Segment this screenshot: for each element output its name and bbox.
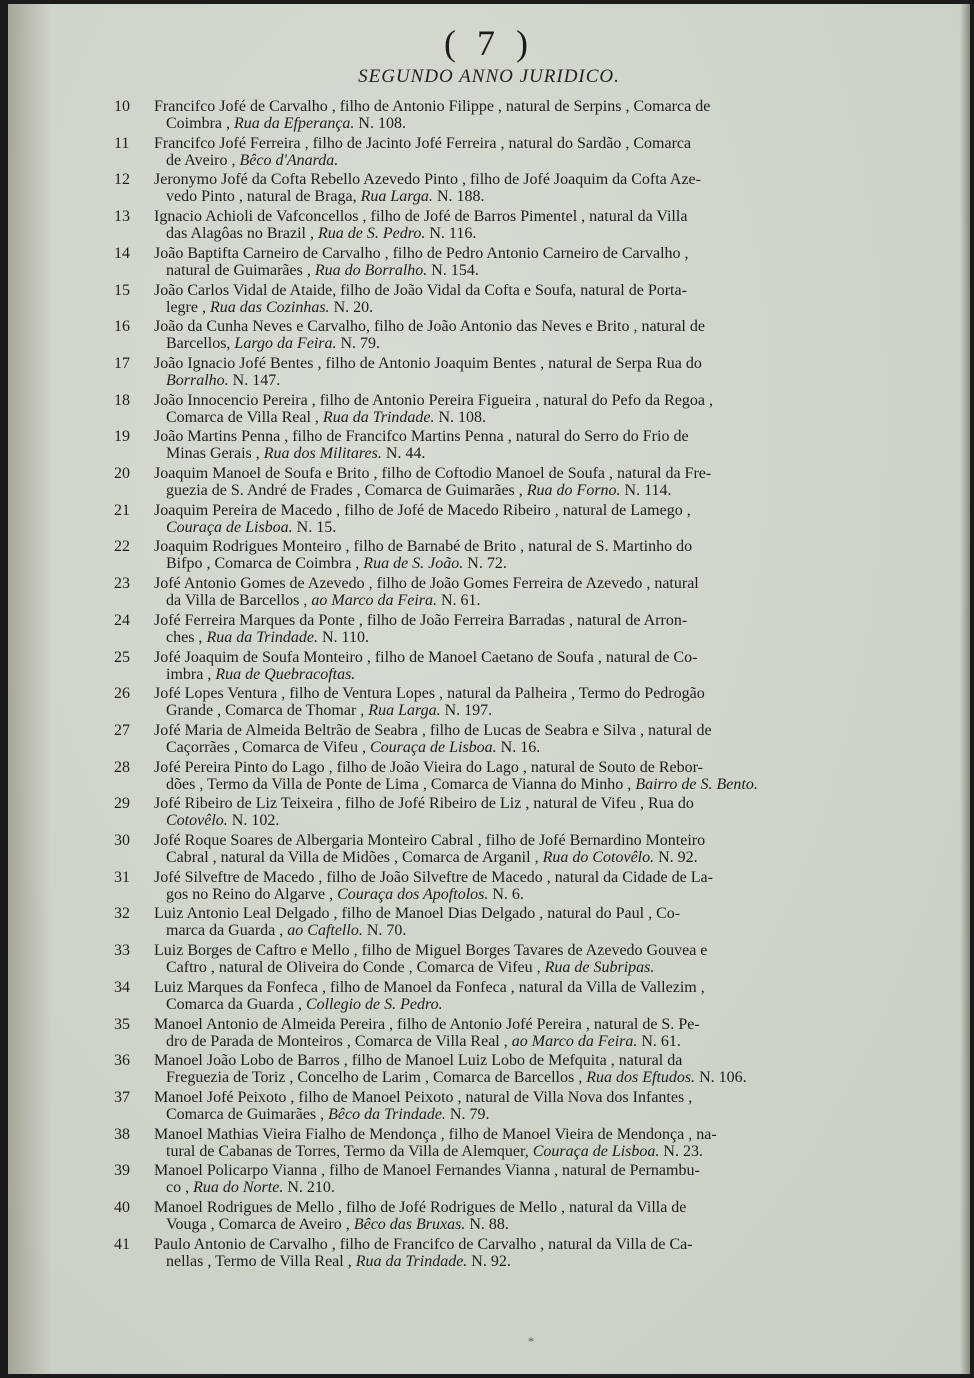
entry-number: 41 — [114, 1235, 130, 1253]
entry-text — [154, 1052, 768, 1086]
entry-number: 29 — [114, 795, 130, 813]
entry-house-number: N. 197. — [440, 702, 493, 720]
entry-house-number: N. 72. — [463, 555, 507, 573]
entry-house-number: N. 61. — [436, 592, 481, 610]
entry-street: Rua das Cozinhas. — [209, 298, 330, 316]
entry-line-2: imbra , Rua de Quebracoftas. — [166, 665, 356, 683]
entry-street: Rua do Forno. — [526, 482, 621, 499]
entry-line-2: tural de Cabanas de Torres, Termo da Villa de Alemquer, Couraça de Lisboa. N. 23. — [166, 1142, 703, 1160]
entry-line-1: Jofé Lopes Ventura , filho de Ventura Lopes , natural da Palheira , Termo do Pedrogão — [154, 685, 705, 703]
entry-text — [154, 171, 768, 205]
entry-house-number: N. 106. — [695, 1069, 747, 1087]
entry-text — [154, 135, 768, 169]
entry-number: 28 — [114, 758, 130, 776]
entry-line-1: João da Cunha Neves e Carvalho, filho de João Antonio das Neves e Brito , natural de — [154, 318, 705, 336]
entry-text — [154, 428, 768, 462]
entry-house-number: N. 15. — [292, 518, 337, 536]
entry-text — [154, 1089, 768, 1123]
entry-text — [154, 1162, 768, 1196]
entry-text — [154, 318, 768, 352]
entry-number: 40 — [114, 1199, 130, 1216]
entry-line-2: Vouga , Comarca de Aveiro , Bêco das Bruxas. N. 88. — [166, 1216, 509, 1233]
entry-text — [154, 1016, 768, 1050]
entry-line-1: Francifco Jofé Ferreira , filho de Jacinto Jofé Ferreira , natural do Sardão , Comarca — [154, 134, 692, 152]
entry-street: ao Marco da Feira. — [511, 1032, 638, 1050]
entry-number: 34 — [114, 978, 130, 996]
entry-text — [154, 612, 768, 646]
entry-house-number: N. 188. — [432, 188, 485, 206]
entry-line-2: natural de Guimarães , Rua do Borralho. N. 154. — [166, 261, 479, 279]
entry-line-2 — [154, 519, 768, 536]
entry-text — [154, 905, 768, 939]
entry-line-1: Jofé Roque Soares de Albergaria Monteiro Cabral , filho de Jofé Bernardino Monteiro — [154, 832, 706, 849]
entry-number: 10 — [114, 98, 130, 115]
entry-street: Bairro de S. Bento. — [635, 775, 758, 793]
entry-number: 23 — [114, 575, 130, 593]
entry-street: ao Marco da Feira. — [311, 592, 437, 610]
entry-number: 13 — [114, 208, 130, 226]
entry-line-2: ches , Rua da Trindade. N. 110. — [166, 628, 369, 646]
entry-number: 27 — [114, 721, 130, 739]
entry-street: Couraça de Lisboa. — [166, 518, 293, 536]
entry-street: Bêco das Bruxas. — [353, 1216, 466, 1233]
entry-line-1: Jofé Joaquim de Soufa Monteiro , filho de Manoel Caetano de Soufa , natural de Co- — [154, 648, 698, 666]
entry-number: 14 — [114, 244, 130, 262]
entry-house-number: N. 16. — [496, 738, 541, 756]
entry-text — [154, 98, 768, 132]
entry-number: 26 — [114, 685, 130, 703]
entry-street: Rua da Trindade. — [355, 1252, 468, 1270]
entry-line-2: Comarca de Guimarães , Bêco da Trindade. N. 79. — [166, 1105, 490, 1123]
entry-house-number: N. 79. — [445, 1105, 490, 1123]
entry-street: Couraça de Lisboa. — [370, 738, 497, 756]
entry-number: 24 — [114, 611, 130, 629]
entry-line-2: Caftro , natural de Oliveira do Conde , Comarca de Vifeu , Rua de Subripas. — [166, 959, 655, 977]
page-gutter-shadow — [8, 4, 52, 1374]
entry-number: 36 — [114, 1052, 130, 1070]
entry-number: 16 — [114, 318, 130, 336]
entry-text — [154, 575, 768, 609]
entry-house-number: N. 23. — [659, 1142, 703, 1160]
entry-street: Rua de Quebracoftas. — [215, 665, 356, 683]
entry-number: 33 — [114, 942, 130, 960]
entry-house-number: N. 154. — [427, 261, 479, 279]
entry-line-1: Joaquim Pereira de Macedo , filho de Jofé de Macedo Ribeiro , natural de Lamego , — [154, 501, 691, 519]
entry-house-number: N. 61. — [637, 1032, 681, 1050]
entry-line-1: Manoel João Lobo de Barros , filho de Manoel Luiz Lobo de Mefquita , natural da — [154, 1052, 683, 1070]
entry-text — [154, 1199, 768, 1233]
entry-number: 12 — [114, 171, 130, 189]
entry-street: Rua Larga. — [360, 188, 433, 206]
entry-text — [154, 869, 768, 903]
entry-line-1: João Baptifta Carneiro de Carvalho , filho de Pedro Antonio Carneiro de Carvalho , — [154, 244, 689, 262]
entry-house-number: N. 92. — [654, 849, 698, 866]
entry-line-2: de Aveiro , Bêco d'Anarda. — [166, 151, 339, 169]
entry-line-2: dões , Termo da Villa de Ponte de Lima , Comarca de Vianna do Minho , Bairro de S. Bento. — [166, 775, 758, 793]
entry-number: 15 — [114, 281, 130, 299]
entry-number: 38 — [114, 1125, 130, 1143]
entry-house-number: N. 88. — [465, 1216, 509, 1233]
entry-house-number: N. 116. — [425, 225, 477, 243]
entry-house-number: N. 147. — [228, 371, 281, 389]
entry-house-number: N. 92. — [467, 1252, 511, 1270]
entry-text — [154, 208, 768, 242]
entry-house-number: N. 108. — [354, 115, 406, 132]
entry-line-2: dro de Parada de Monteiros , Comarca de Villa Real , ao Marco da Feira. N. 61. — [166, 1032, 681, 1050]
entry-line-1: Jofé Maria de Almeida Beltrão de Seabra , filho de Lucas de Seabra e Silva , natural de — [154, 721, 712, 739]
entry-street: Rua de S. João. — [363, 555, 464, 573]
entry-line-2: Caçorrães , Comarca de Vifeu , Couraça de Lisboa. N. 16. — [166, 738, 541, 756]
entry-number: 18 — [114, 391, 130, 409]
entry-line-2: Bifpo , Comarca de Coimbra , Rua de S. João. N. 72. — [166, 555, 507, 573]
entry-line-1: João Innocencio Pereira , filho de Antonio Pereira Figueira , natural do Pefo da Regoa , — [154, 391, 713, 409]
entry-line-2: co , Rua do Norte. N. 210. — [166, 1179, 335, 1197]
entry-line-1: Jofé Ribeiro de Liz Teixeira , filho de Jofé Ribeiro de Liz , natural de Vifeu , Rua do — [154, 795, 694, 813]
entry-line-2: Barcellos, Largo da Feira. N. 79. — [166, 335, 381, 353]
entry-text — [154, 538, 768, 572]
entry-line-2: nellas , Termo de Villa Real , Rua da Trindade. N. 92. — [166, 1252, 511, 1270]
entry-number: 17 — [114, 354, 130, 372]
entry-number: 11 — [114, 134, 130, 152]
entry-line-1: Manoel Policarpo Vianna , filho de Manoel Fernandes Vianna , natural de Pernambu- — [154, 1162, 700, 1180]
entry-line-2: Freguezia de Toriz , Concelho de Larim , Comarca de Barcellos , Rua dos Eftudos. N. 106. — [166, 1069, 747, 1087]
book-page — [8, 4, 970, 1374]
entry-text — [154, 795, 768, 829]
entry-line-1: Jofé Ferreira Marques da Ponte , filho de João Ferreira Barradas , natural de Arron- — [154, 611, 688, 629]
entry-line-2: Coimbra , Rua da Efperança. N. 108. — [166, 115, 406, 132]
entry-line-2: marca da Guarda , ao Caftello. N. 70. — [166, 922, 407, 940]
entry-number: 35 — [114, 1015, 130, 1033]
entry-text — [154, 502, 768, 536]
entry-street: Rua de Subripas. — [544, 959, 655, 977]
page-number: ( 7 ) — [444, 23, 534, 63]
entry-line-1: Jeronymo Jofé da Cofta Rebello Azevedo Pinto , filho de Jofé Joaquim da Cofta Aze- — [154, 171, 701, 189]
entry-street: Bêco d'Anarda. — [239, 151, 339, 169]
entry-line-2: Cabral , natural da Villa de Midões , Comarca de Arganil , Rua do Cotovêlo. N. 92. — [166, 849, 698, 866]
entry-number: 31 — [114, 868, 130, 886]
entry-number: 22 — [114, 538, 130, 556]
entry-number: 32 — [114, 905, 130, 923]
entry-house-number: N. 102. — [227, 812, 280, 830]
entry-street: Rua do Cotovêlo. — [542, 849, 655, 866]
entry-house-number: N. 114. — [620, 482, 672, 499]
entry-house-number: N. 108. — [434, 408, 487, 426]
entry-line-1: Luiz Antonio Leal Delgado , filho de Manoel Dias Delgado , natural do Paul , Co- — [154, 905, 681, 923]
page-edge-shadow — [960, 4, 970, 1374]
entry-line-2: Comarca da Guarda , Collegio de S. Pedro. — [166, 995, 443, 1013]
entry-street: Rua do Borralho. — [314, 261, 428, 279]
entry-text — [154, 355, 768, 389]
entry-line-1: João Carlos Vidal de Ataide, filho de João Vidal da Cofta e Soufa, natural de Porta- — [154, 281, 687, 299]
entry-line-1: Paulo Antonio de Carvalho , filho de Francifco de Carvalho , natural da Villa de Ca- — [154, 1235, 693, 1253]
entry-line-1: Jofé Antonio Gomes de Azevedo , filho de João Gomes Ferreira de Azevedo , natural — [154, 575, 699, 593]
entry-line-2: guezia de S. André de Frades , Comarca de Guimarães , Rua do Forno. N. 114. — [166, 482, 672, 499]
entry-street: Collegio de S. Pedro. — [305, 995, 443, 1013]
entry-line-1: Manoel Mathias Vieira Fialho de Mendonça , filho de Manoel Vieira de Mendonça , na- — [154, 1125, 717, 1143]
section-title: SEGUNDO ANNO JURIDICO. — [358, 66, 620, 87]
entry-line-1: Manoel Antonio de Almeida Pereira , filho de Antonio Jofé Pereira , natural de S. Pe- — [154, 1015, 700, 1033]
entry-line-2: Grande , Comarca de Thomar , Rua Larga. N. 197. — [166, 702, 493, 720]
entry-line-2: vedo Pinto , natural de Braga, Rua Larga. N. 188. — [166, 188, 485, 206]
entry-house-number: N. 79. — [336, 335, 381, 353]
entry-line-1: Manoel Jofé Peixoto , filho de Manoel Peixoto , natural de Villa Nova dos Infantes , — [154, 1088, 693, 1106]
entry-line-1: Ignacio Achioli de Vafconcellos , filho de Jofé de Barros Pimentel , natural da Villa — [154, 208, 688, 226]
entry-text — [154, 979, 768, 1013]
entry-line-2: Minas Gerais , Rua dos Militares. N. 44. — [166, 445, 426, 463]
entry-number: 25 — [114, 648, 130, 666]
entry-street: Borralho. — [166, 371, 229, 389]
entry-house-number: N. 44. — [381, 445, 426, 463]
entry-line-2: Comarca de Villa Real , Rua da Trindade. N. 108. — [166, 408, 487, 426]
entry-house-number: N. 70. — [362, 922, 407, 940]
entry-line-2: da Villa de Barcellos , ao Marco da Feira. N. 61. — [166, 592, 481, 610]
entry-number: 21 — [114, 501, 130, 519]
entry-house-number: N. 20. — [329, 298, 374, 316]
entry-street: Rua dos Militares. — [263, 445, 382, 463]
entry-street: ao Caftello. — [287, 922, 363, 940]
entry-street: Rua do Norte. — [193, 1179, 284, 1197]
entry-house-number: N. 210. — [283, 1179, 335, 1197]
entry-line-2 — [154, 812, 768, 829]
entry-street: Rua Larga. — [368, 702, 441, 720]
entry-line-1: Jofé Silveftre de Macedo , filho de João Silveftre de Macedo , natural da Cidade de La- — [154, 868, 713, 886]
entry-street: Rua da Trindade. — [206, 628, 318, 646]
entry-street: Couraça de Lisboa. — [532, 1142, 660, 1160]
entry-line-1: Jofé Pereira Pinto do Lago , filho de João Vieira do Lago , natural de Souto de Rebor- — [154, 758, 703, 776]
entry-text — [154, 282, 768, 316]
entry-text — [154, 245, 768, 279]
entry-street: Cotovêlo. — [166, 812, 228, 830]
entry-text — [154, 685, 768, 719]
entry-line-1: Joaquim Rodrigues Monteiro , filho de Barnabé de Brito , natural de S. Martinho do — [154, 538, 693, 556]
entry-text — [154, 465, 768, 499]
entry-line-2: legre , Rua das Cozinhas. N. 20. — [166, 298, 374, 316]
entry-text — [154, 759, 768, 793]
entry-line-1: Luiz Marques da Fonfeca , filho de Manoel da Fonfeca , natural da Villa de Vallezim , — [154, 978, 705, 996]
entry-street: Couraça dos Apoftolos. — [337, 885, 489, 903]
entry-text — [154, 722, 768, 756]
entry-line-1: Francifco Jofé de Carvalho , filho de Antonio Filippe , natural de Serpins , Comarca de — [154, 98, 711, 115]
entry-street: Largo da Feira. — [234, 335, 337, 353]
entry-street: Rua de S. Pedro. — [317, 225, 426, 243]
entry-line-1: João Martins Penna , filho de Francifco Martins Penna , natural do Serro do Frio de — [154, 428, 689, 446]
entry-text — [154, 942, 768, 976]
entry-line-1: João Ignacio Jofé Bentes , filho de Antonio Joaquim Bentes , natural de Serpa Rua do — [154, 354, 702, 372]
entry-number: 20 — [114, 465, 130, 482]
entry-street: Bêco da Trindade. — [328, 1105, 446, 1123]
entry-text — [154, 392, 768, 426]
entry-number: 19 — [114, 428, 130, 446]
entry-street: Rua dos Eftudos. — [586, 1069, 696, 1087]
entry-line-1: Luiz Borges de Caftro e Mello , filho de Miguel Borges Tavares de Azevedo Gouvea e — [154, 942, 708, 960]
entry-street: Rua da Efperança. — [234, 115, 355, 132]
footer-mark: * — [528, 1334, 534, 1348]
entry-text — [154, 649, 768, 683]
entry-number: 37 — [114, 1088, 130, 1106]
entry-line-1: Joaquim Manoel de Soufa e Brito , filho de Coftodio Manoel de Soufa , natural da Fre- — [154, 465, 712, 482]
entry-house-number: N. 6. — [488, 885, 524, 903]
entry-line-1: Manoel Rodrigues de Mello , filho de Jofé Rodrigues de Mello , natural da Villa de — [154, 1199, 687, 1216]
entry-text — [154, 1236, 768, 1270]
entry-line-2 — [154, 372, 768, 389]
entry-house-number: N. 110. — [318, 628, 369, 646]
entry-line-2: gos no Reino do Algarve , Couraça dos Apoftolos. N. 6. — [166, 885, 524, 903]
entry-street: Rua da Trindade. — [322, 408, 435, 426]
entry-number: 30 — [114, 832, 130, 849]
entry-text — [154, 1126, 768, 1160]
entry-number: 39 — [114, 1162, 130, 1180]
entry-line-2: das Alagôas no Brazil , Rua de S. Pedro. N. 116. — [166, 225, 477, 243]
entry-text — [154, 832, 768, 866]
